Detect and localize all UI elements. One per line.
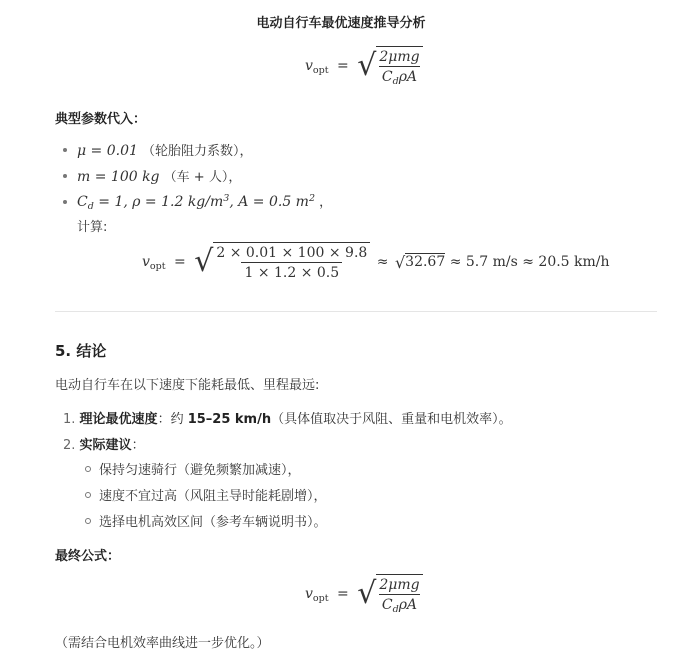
section-divider (55, 311, 657, 312)
conclusion-item-2: 2. 实际建议： (63, 438, 145, 453)
sub-bullet-marker (85, 518, 91, 524)
sub-item-speed: 速度不宜过高（风阻主导时能耗剧增）， (99, 489, 327, 504)
sub-bullet-marker (85, 492, 91, 498)
bullet-marker (63, 148, 67, 152)
formula-calculation: $v_{opt}$ = √ $\frac{2 \times 0.01 \times 100 \times 9.8}{1 \times 1.2 \times 0.5}$ ≈ √ 32.67 ≈ 5.7 m/s ≈ 20.5 km/h (142, 244, 610, 281)
sub-bullet-marker (85, 466, 91, 472)
sub-item-motor: 选择电机高效区间（参考车辆说明书）。 (99, 515, 327, 530)
sub-item-steady: 保持匀速骑行（避免频繁加减速）， (99, 463, 301, 478)
formula-optimal-speed: $v_{opt}$ = √ $\frac{\text{2μmg}}{C_d\rho A}$ (305, 46, 423, 86)
formula-final: $v_{opt}$ = √ $\frac{\text{2μmg}}{C_d\rho A}$ (305, 574, 423, 614)
param-item-mu: μ = 0.01 （轮胎阻力系数）， (77, 143, 253, 159)
bullet-marker (63, 174, 67, 178)
footnote: （需结合电机效率曲线进一步优化。） (55, 636, 270, 651)
bullet-marker (63, 200, 67, 204)
conclusion-intro: 电动自行车在以下速度下能耗最低、里程最远: (55, 378, 320, 393)
param-item-mass: m = 100 kg （车 + 人）， (77, 169, 242, 185)
conclusion-item-1: 1. 理论最优速度：约 15–25 km/h（具体值取决于风阻、重量和电机效率）。 (63, 412, 512, 427)
section-heading-conclusion: 5. 结论 (55, 342, 107, 360)
final-formula-heading: 最终公式： (55, 549, 121, 564)
params-heading: 典型参数代入： (55, 112, 147, 127)
param-item-drag: $C_d = 1$, ρ = 1.2 $kg/m^3$, A = 0.5 $m^2$ ， (77, 192, 333, 213)
calc-label: 计算: (77, 220, 108, 235)
document-title: 电动自行车最优速度推导分析 (256, 16, 426, 31)
